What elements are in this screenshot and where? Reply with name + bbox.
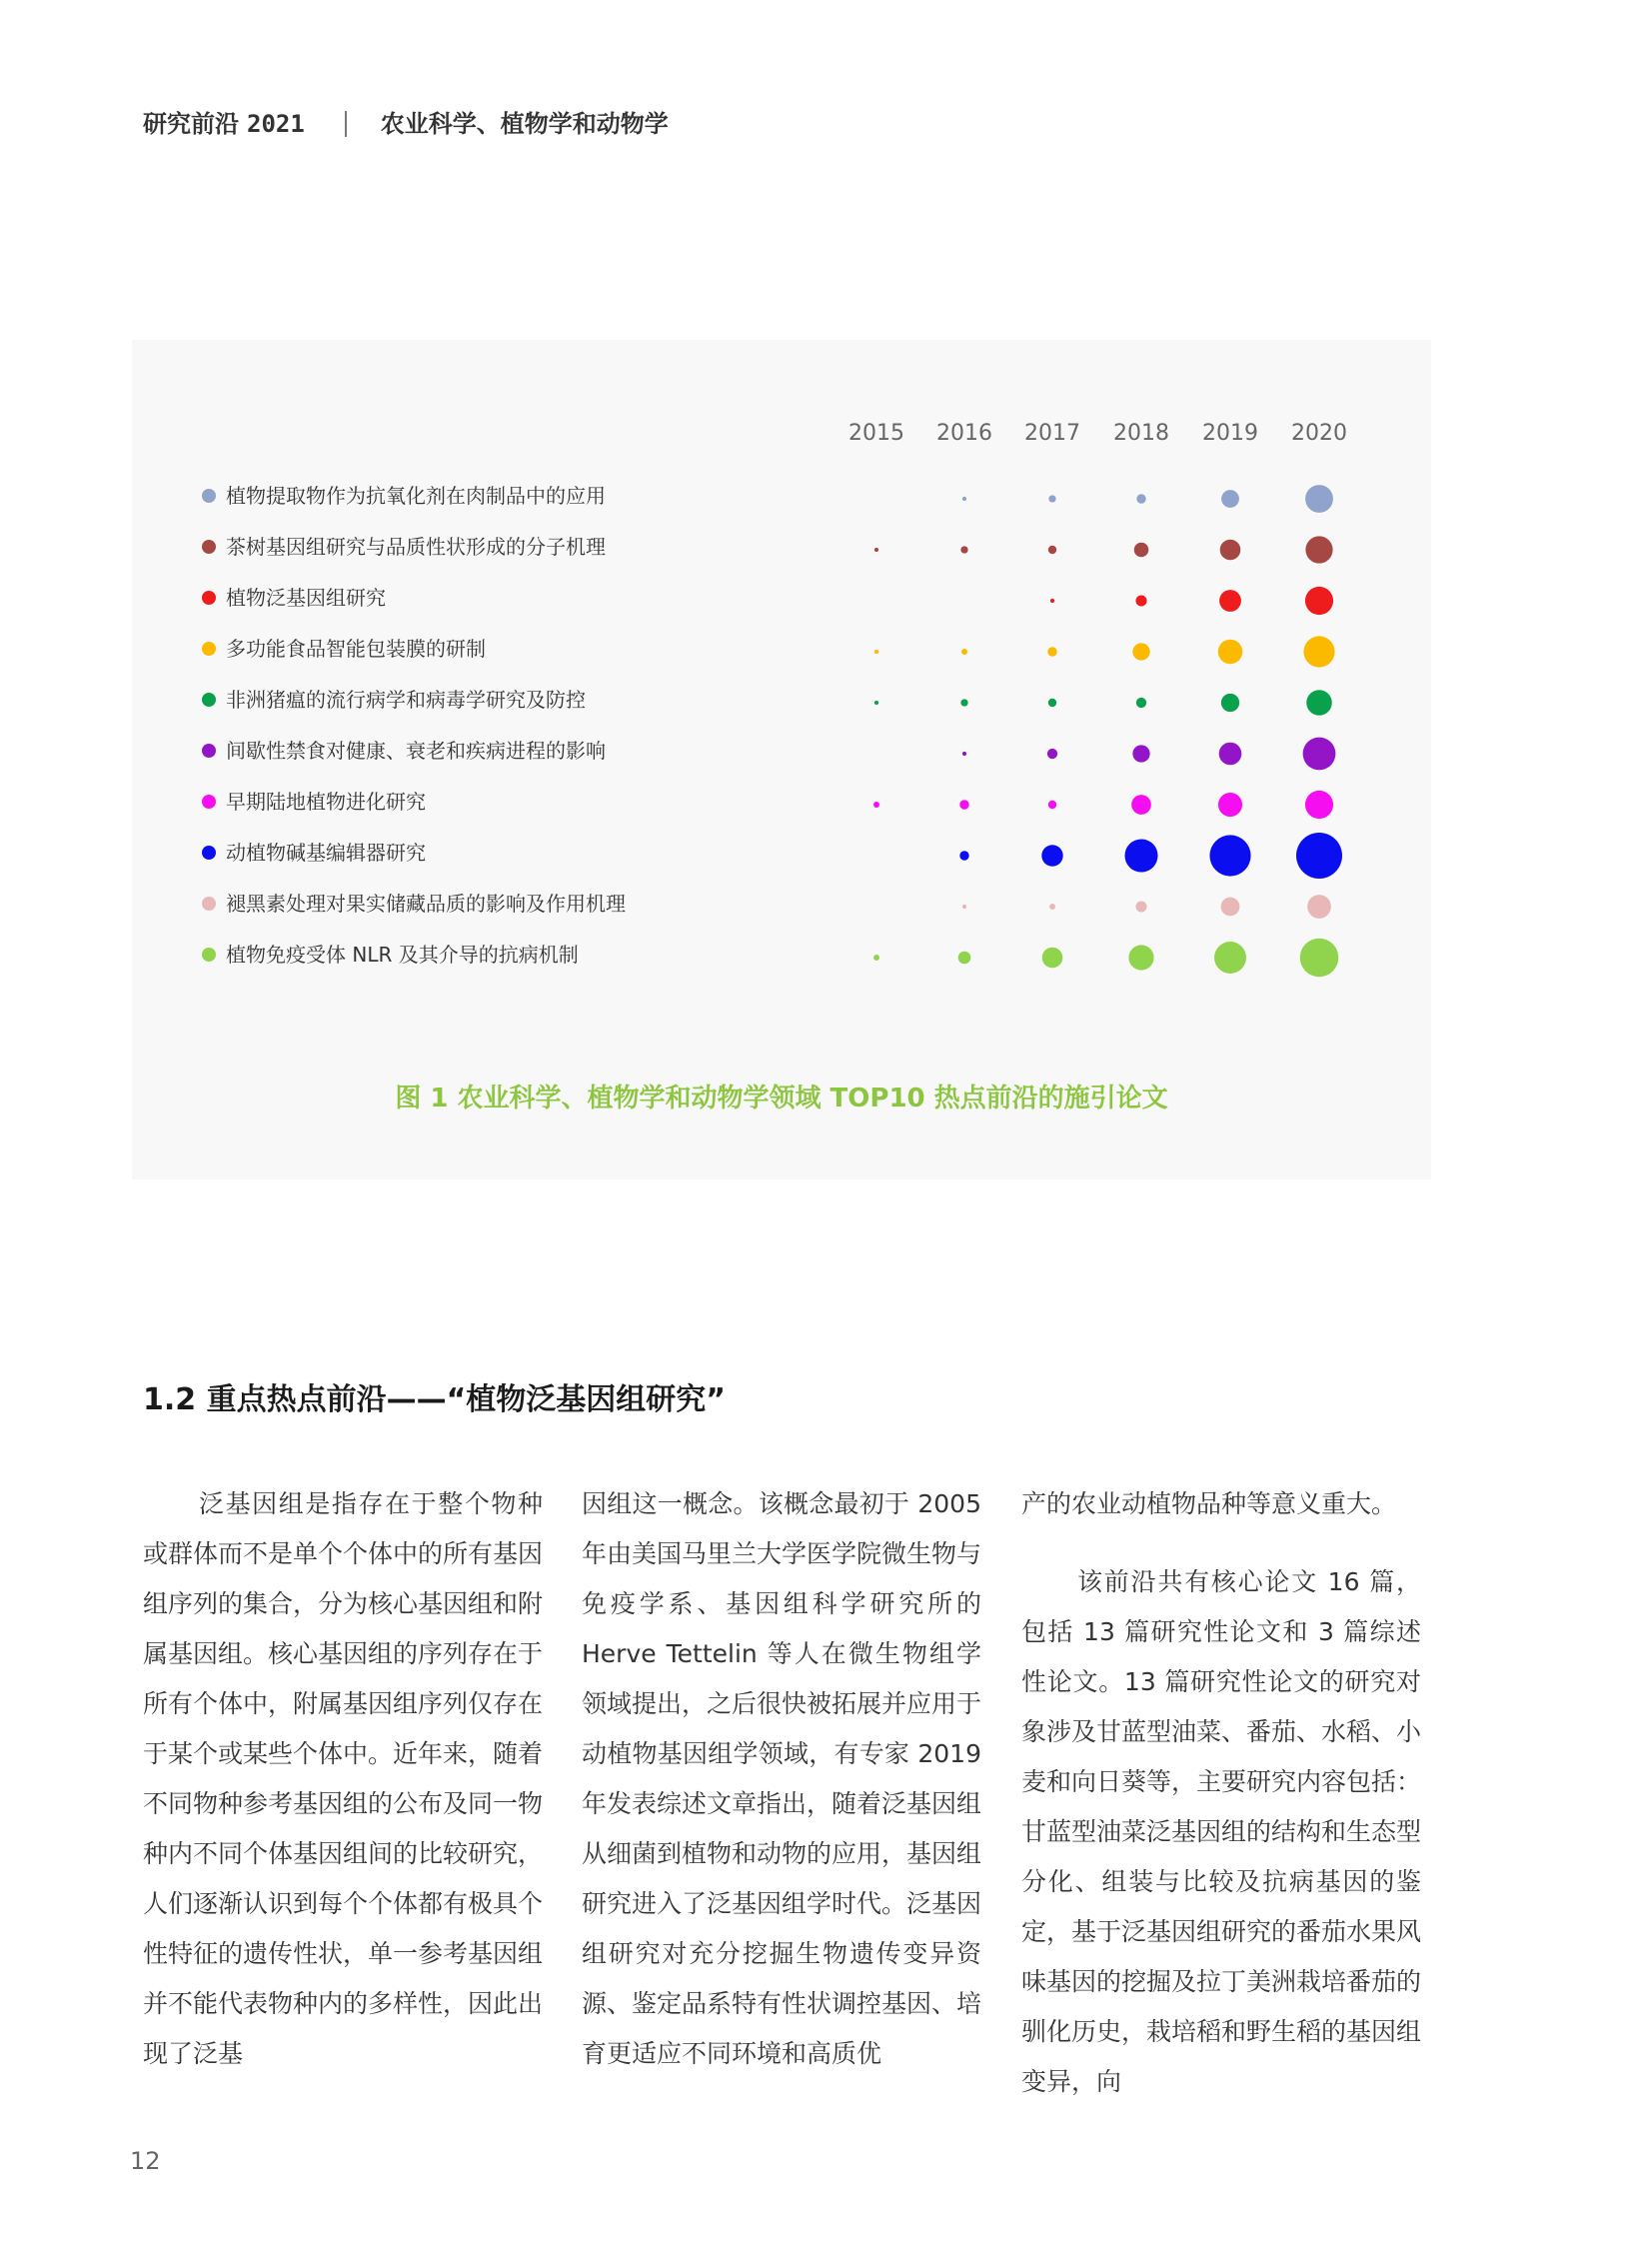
paragraph-2: 因组这一概念。该概念最初于 2005 年由美国马里兰大学医学院微生物与免疫学系、基因组科学研究所的 Herve Tettelin 等人在微生物组学领域提出，之后很快被拓展并应用于动植物基因组学领域，有专家 2019 年发表综述文章指出，随着泛基因组从细菌到植物和动物的应用，基因组研究进入了泛基因组学时代。泛基因组研究对充分挖掘生物遗传变异资源、鉴定品系特有性状调控基因、培育更适应不同环境和高质优 — [582, 1489, 982, 2068]
data-bubble — [1136, 698, 1146, 708]
section-heading: 1.2 重点热点前沿——“植物泛基因组研究” — [143, 1382, 727, 1417]
data-bubble — [1135, 595, 1146, 606]
running-head — [143, 104, 669, 140]
data-bubble — [1219, 590, 1241, 612]
data-bubble — [1041, 845, 1062, 866]
year-label: 2019 — [1202, 421, 1258, 446]
header-title: 研究前沿 — [143, 110, 239, 138]
data-bubble — [1307, 895, 1331, 919]
data-bubble — [1047, 647, 1056, 656]
paragraph-3: 产的农业动植物品种等意义重大。 — [1021, 1489, 1397, 1518]
data-bubble — [1305, 791, 1333, 819]
legend-label: 早期陆地植物进化研究 — [226, 790, 426, 814]
data-bubble — [959, 851, 968, 860]
legend-marker — [202, 846, 216, 860]
data-bubble — [1042, 948, 1063, 969]
legend-label: 间歇性禁食对健康、衰老和疾病进程的影响 — [226, 739, 606, 763]
legend-label: 多功能食品智能包装膜的研制 — [226, 637, 486, 661]
legend-label: 非洲猪瘟的流行病学和病毒学研究及防控 — [226, 688, 586, 712]
legend-marker — [202, 540, 216, 554]
data-bubble — [1306, 690, 1332, 716]
data-bubble — [1135, 901, 1146, 912]
page-number: 12 — [130, 2147, 161, 2175]
data-bubble — [1303, 636, 1334, 667]
legend-label: 植物提取物作为抗氧化剂在肉制品中的应用 — [226, 484, 606, 508]
data-bubble — [1128, 945, 1153, 970]
data-bubble — [1048, 699, 1056, 707]
text-column-2 — [582, 1479, 981, 2079]
data-bubble — [1220, 540, 1241, 561]
text-column-1 — [143, 1479, 543, 2079]
data-bubble — [962, 497, 966, 501]
legend-marker — [202, 693, 216, 707]
data-bubble — [962, 905, 966, 909]
data-bubble — [1305, 485, 1333, 513]
header-section: 农业科学、植物学和动物学 — [380, 110, 669, 138]
data-bubble — [1218, 793, 1242, 817]
data-bubble — [961, 649, 967, 655]
year-label: 2015 — [848, 421, 904, 446]
data-bubble — [1214, 942, 1246, 974]
data-bubble — [1296, 833, 1342, 879]
data-bubble — [873, 955, 879, 961]
figure-caption: 图 1 农业科学、植物学和动物学领域 TOP10 热点前沿的施引论文 — [395, 1084, 1168, 1114]
data-bubble — [1209, 835, 1250, 876]
data-bubble — [960, 699, 967, 706]
legend-label: 植物免疫受体 NLR 及其介导的抗病机制 — [226, 943, 579, 967]
data-bubble — [1221, 898, 1240, 917]
data-bubble — [1221, 694, 1239, 712]
data-bubble — [1305, 536, 1332, 563]
data-bubble — [1218, 640, 1242, 664]
legend-marker — [202, 897, 216, 911]
data-bubble — [874, 701, 878, 705]
data-bubble — [1305, 587, 1333, 615]
data-bubble — [1136, 494, 1145, 503]
legend-label: 动植物碱基编辑器研究 — [226, 841, 426, 865]
data-bubble — [959, 800, 968, 809]
header-divider — [345, 111, 347, 137]
data-bubble — [962, 752, 966, 756]
data-bubble — [1124, 839, 1157, 872]
data-bubble — [1132, 745, 1149, 762]
legend-label: 褪黑素处理对果实储藏品质的影响及作用机理 — [226, 892, 626, 916]
legend-marker — [202, 948, 216, 962]
data-bubble — [1131, 795, 1151, 815]
data-bubble — [1219, 743, 1242, 766]
paragraph-1: 泛基因组是指存在于整个物种或群体而不是单个个体中的所有基因组序列的集合，分为核心基因组和附属基因组。核心基因组的序列存在于所有个体中，附属基因组序列仅存在于某个或某些个体中。近年来，随着不同物种参考基因组的公布及同一物种内不同个体基因组间的比较研究，人们逐渐认识到每个个体都有极具个性特征的遗传性状，单一参考基因组并不能代表物种内的多样性，因此出现了泛基 — [143, 1489, 544, 2068]
bubble-chart — [132, 340, 1431, 1179]
data-bubble — [873, 802, 879, 808]
data-bubble — [1300, 939, 1338, 977]
legend-label: 茶树基因组研究与品质性状形成的分子机理 — [226, 535, 606, 559]
data-bubble — [874, 650, 878, 654]
data-bubble — [1134, 543, 1149, 558]
data-bubble — [958, 952, 971, 965]
year-label: 2016 — [936, 421, 992, 446]
data-bubble — [1050, 599, 1054, 603]
figure-1 — [132, 340, 1431, 1179]
year-label: 2018 — [1113, 421, 1169, 446]
legend-marker — [202, 744, 216, 758]
data-bubble — [874, 548, 878, 552]
data-bubble — [1303, 738, 1336, 771]
header-year: 2021 — [247, 110, 305, 138]
legend-marker — [202, 489, 216, 503]
paragraph-4: 该前沿共有核心论文 16 篇，包括 13 篇研究性论文和 3 篇综述性论文。13 篇研究性论文的研究对象涉及甘蓝型油菜、番茄、水稻、小麦和向日葵等，主要研究内容包括：甘蓝型油菜泛基因组的结构和生态型分化、组装与比较及抗病基因的鉴定，基于泛基因组研究的番茄水果风味基因的挖掘及拉丁美洲栽培番茄的驯化历史，栽培稻和野生稻的基因组变异，向 — [1021, 1567, 1422, 2096]
data-bubble — [1049, 904, 1055, 910]
data-bubble — [1048, 546, 1056, 554]
data-bubble — [1221, 490, 1239, 508]
data-bubble — [1048, 801, 1056, 809]
legend-marker — [202, 642, 216, 656]
data-bubble — [1048, 495, 1055, 502]
legend-marker — [202, 795, 216, 809]
data-bubble — [1132, 643, 1149, 660]
legend-label: 植物泛基因组研究 — [226, 586, 386, 610]
text-column-3 — [1021, 1479, 1421, 2107]
legend-marker — [202, 591, 216, 605]
data-bubble — [960, 546, 967, 553]
year-label: 2020 — [1291, 421, 1347, 446]
data-bubble — [1047, 749, 1057, 759]
year-label: 2017 — [1024, 421, 1080, 446]
